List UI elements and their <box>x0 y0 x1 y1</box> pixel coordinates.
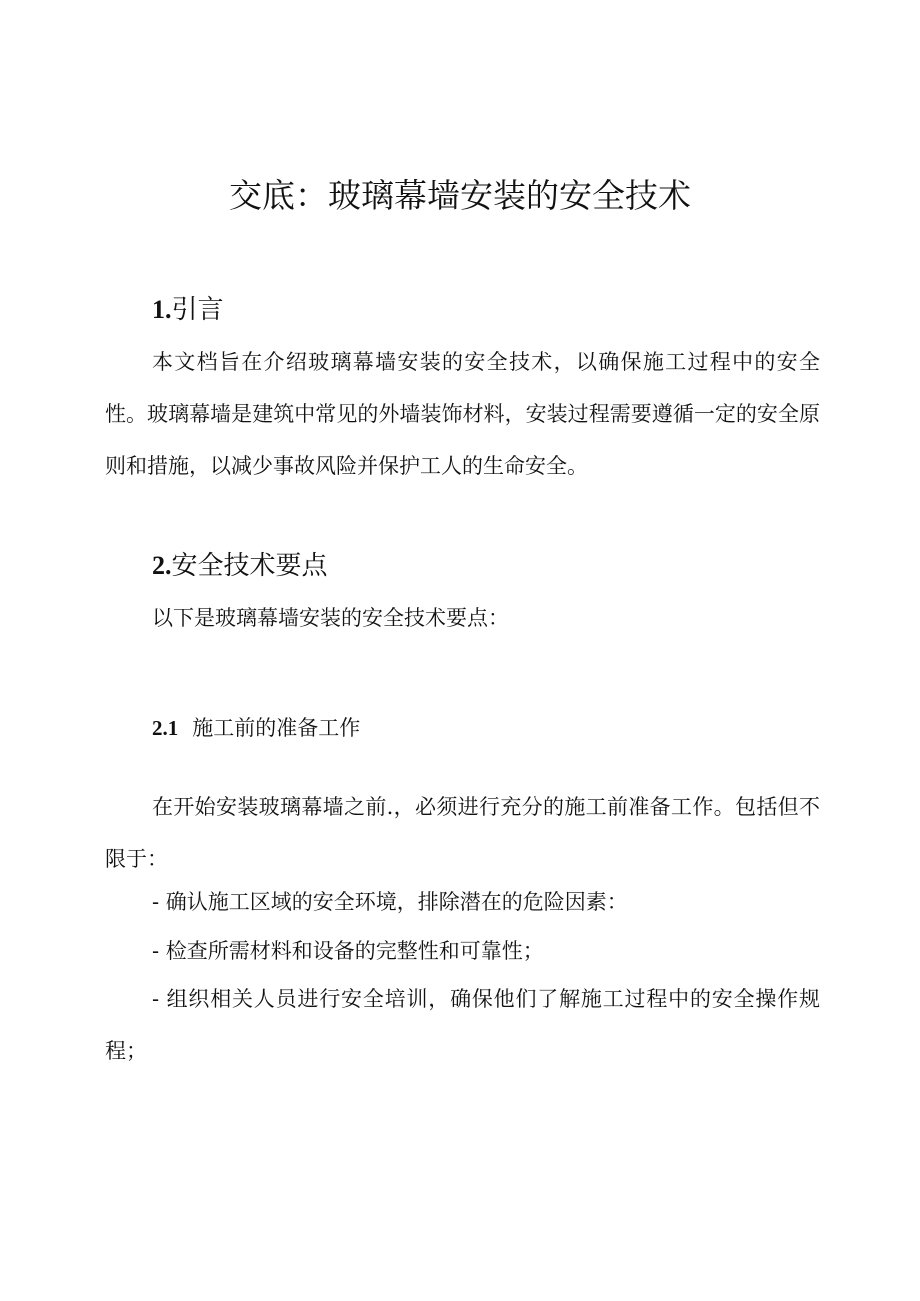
introduction-paragraph: 本文档旨在介绍玻璃幕墙安装的安全技术，以确保施工过程中的安全性。玻璃幕墙是建筑中常见的外墙装饰材料，安装过程需要遵循一定的安全原则和措施，以减少事故风险并保护工人的生命安全。 <box>105 350 820 478</box>
list-item: - 检查所需材料和设备的完整性和可靠性； <box>152 939 544 963</box>
section-heading-text: 安全技术要点 <box>171 551 328 581</box>
subsection-heading-preparation <box>152 713 360 743</box>
section-heading-text: 引言 <box>171 295 224 325</box>
section-heading-safety-points <box>152 548 328 584</box>
document-title: 交底：玻璃幕墙安装的安全技术 <box>229 176 691 215</box>
subsection-heading-text: 施工前的准备工作 <box>192 716 361 740</box>
subsection-number: 2.1 <box>152 716 179 740</box>
section-number: 2. <box>152 551 172 580</box>
preparation-paragraph: 在开始安装玻璃幕墙之前.，必须进行充分的施工前准备工作。包括但不限于： <box>105 795 820 871</box>
section-number: 1. <box>152 295 172 324</box>
safety-points-intro: 以下是玻璃幕墙安装的安全技术要点： <box>152 606 509 630</box>
list-item: - 确认施工区域的安全环境，排除潜在的危险因素： <box>152 890 628 914</box>
section-heading-introduction <box>152 292 224 328</box>
list-item: - 组织相关人员进行安全培训，确保他们了解施工过程中的安全操作规程； <box>105 987 820 1063</box>
